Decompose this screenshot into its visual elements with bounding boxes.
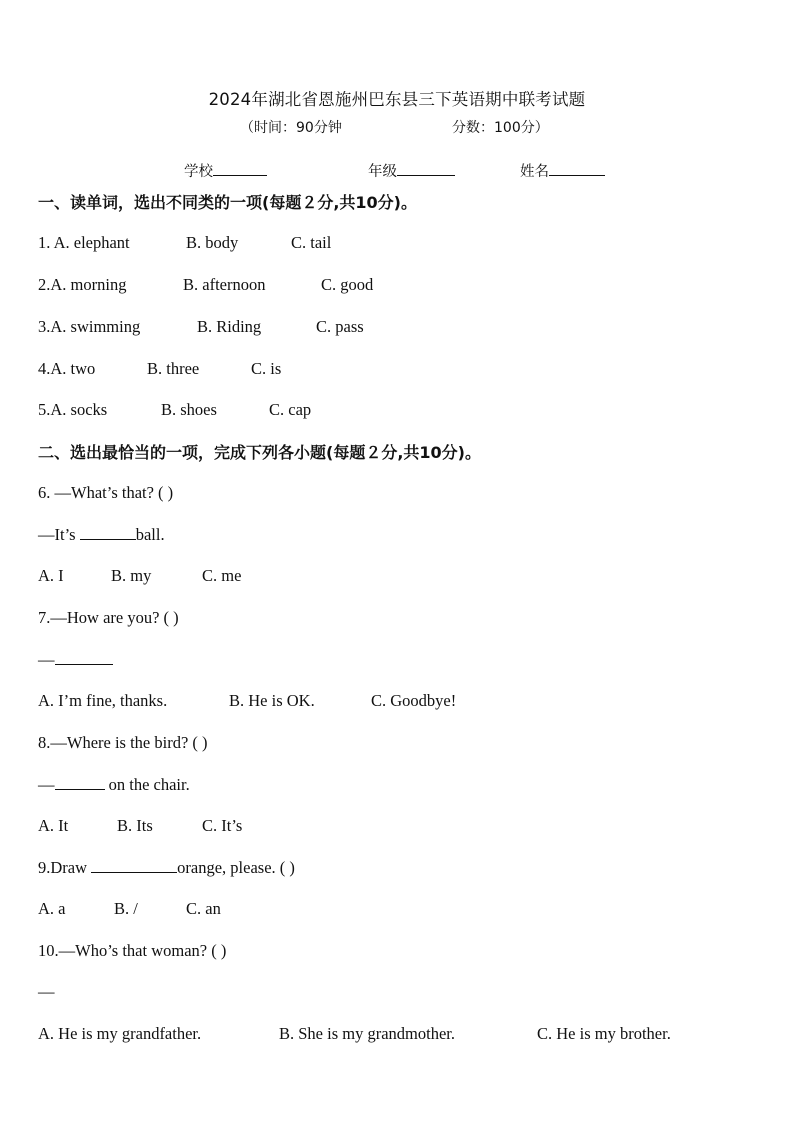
school-blank[interactable] (213, 161, 267, 176)
section1-heading: 一、读单词，选出不同类的一项(每题２分,共10分)。 (38, 193, 417, 212)
q4-option-c[interactable]: C. is (251, 359, 282, 378)
q3-option-a[interactable]: 3.A. swimming (38, 317, 141, 336)
q10-option-a[interactable]: A. He is my grandfather. (38, 1024, 202, 1043)
q10-option-b[interactable]: B. She is my grandmother. (279, 1024, 455, 1043)
q8-option-b[interactable]: B. Its (117, 816, 153, 835)
q6-option-a[interactable]: A. I (38, 566, 64, 585)
q5-option-a[interactable]: 5.A. socks (38, 400, 108, 419)
q6-answer-suffix: ball. (135, 525, 165, 544)
q4-option-b[interactable]: B. three (147, 359, 200, 378)
q8-answer-suffix: on the chair. (108, 775, 190, 794)
q7-option-a[interactable]: A. I’m fine, thanks. (38, 691, 168, 710)
exam-time: （时间：90分钟 (240, 120, 342, 136)
grade-blank[interactable] (397, 161, 455, 176)
q5-option-c[interactable]: C. cap (269, 400, 312, 419)
q9-stem-suffix: orange, please. ( ) (177, 858, 295, 877)
q2-option-a[interactable]: 2.A. morning (38, 275, 127, 294)
q8-answer-prefix: — (38, 775, 55, 794)
grade-field (368, 160, 455, 181)
q8-answer-blank[interactable] (55, 775, 105, 790)
q7-option-c[interactable]: C. Goodbye! (371, 691, 457, 710)
q6-stem: 6. —What’s that? ( ) (38, 483, 174, 502)
q6-answer-blank[interactable] (80, 525, 136, 540)
q9-option-b[interactable]: B. / (114, 899, 138, 918)
q2-option-b[interactable]: B. afternoon (183, 275, 266, 294)
q4-option-a[interactable]: 4.A. two (38, 359, 96, 378)
q8-option-c[interactable]: C. It’s (202, 816, 243, 835)
q10-stem: 10.—Who’s that woman? ( ) (38, 941, 227, 960)
q6-answer-prefix: —It’s (38, 525, 76, 544)
q8-option-a[interactable]: A. It (38, 816, 69, 835)
q7-answer-blank[interactable] (55, 650, 113, 665)
name-label: 姓名 (520, 164, 549, 180)
q9-option-c[interactable]: C. an (186, 899, 221, 918)
q7-stem: 7.—How are you? ( ) (38, 608, 179, 627)
q3-option-c[interactable]: C. pass (316, 317, 364, 336)
q10-answer-line: — (38, 982, 55, 1001)
q8-answer-line (38, 775, 190, 795)
q8-stem: 8.—Where is the bird? ( ) (38, 733, 208, 752)
q3-option-b[interactable]: B. Riding (197, 317, 262, 336)
q9-answer-blank[interactable] (91, 858, 177, 873)
exam-score: 分数：100分） (452, 120, 549, 136)
page-title: 2024年湖北省恩施州巴东县三下英语期中联考试题 (208, 90, 586, 109)
q9-option-a[interactable]: A. a (38, 899, 66, 918)
school-label: 学校 (184, 164, 213, 180)
name-field (520, 160, 605, 181)
q10-option-c[interactable]: C. He is my brother. (537, 1024, 671, 1043)
q7-option-b[interactable]: B. He is OK. (229, 691, 315, 710)
q7-answer-prefix: — (38, 650, 55, 669)
section2-heading: 二、选出最恰当的一项，完成下列各小题(每题２分,共10分)。 (38, 443, 481, 462)
q6-answer-line (38, 525, 165, 545)
q6-option-c[interactable]: C. me (202, 566, 242, 585)
school-field (184, 160, 267, 181)
q9-stem-prefix: 9.Draw (38, 858, 88, 877)
name-blank[interactable] (549, 161, 605, 176)
q1-option-b[interactable]: B. body (186, 233, 239, 252)
q2-option-c[interactable]: C. good (321, 275, 374, 294)
q5-option-b[interactable]: B. shoes (161, 400, 217, 419)
q6-option-b[interactable]: B. my (111, 566, 152, 585)
q9-stem (38, 858, 295, 878)
q7-answer-line (38, 650, 113, 670)
q1-option-a[interactable]: 1. A. elephant (38, 233, 130, 252)
q1-option-c[interactable]: C. tail (291, 233, 332, 252)
grade-label: 年级 (368, 164, 397, 180)
